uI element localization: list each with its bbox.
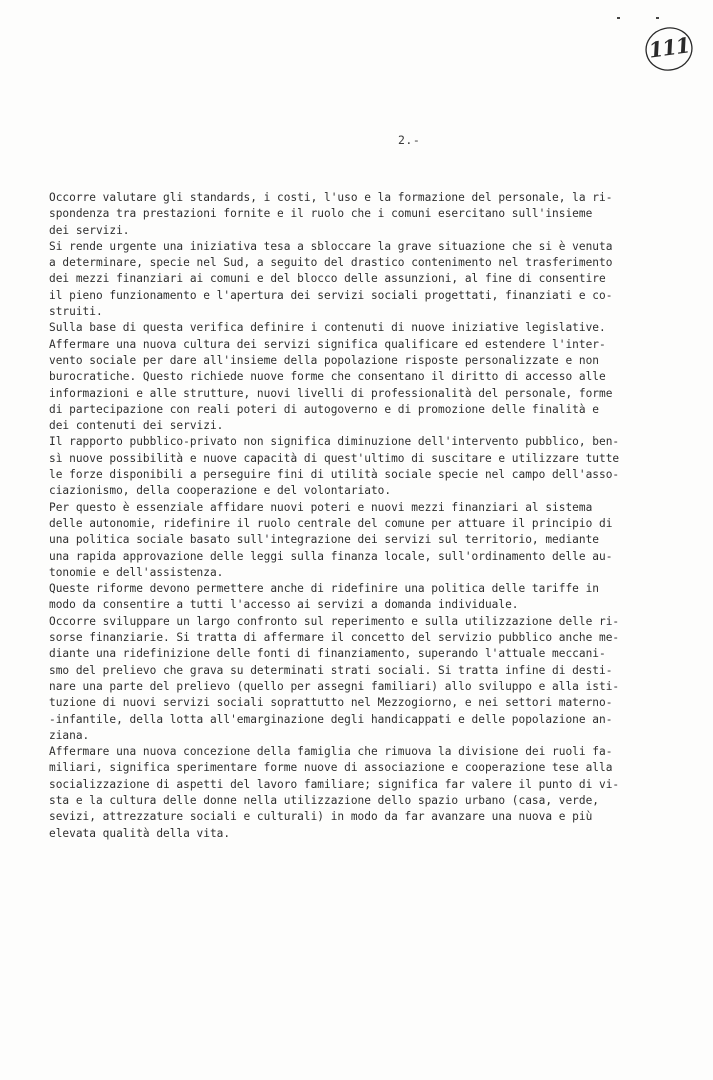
text-line: Affermare una nuova concezione della famiglia che rimuova la divisione dei ruoli fa-	[49, 745, 613, 759]
text-line: a determinare, specie nel Sud, a seguito del drastico contenimento nel trasferimento	[49, 256, 613, 270]
text-line: Occorre valutare gli standards, i costi, l'uso e la formazione del personale, la ri-	[49, 191, 613, 204]
text-line: spondenza tra prestazioni fornite e il ruolo che i comuni esercitano sull'insieme	[49, 207, 593, 221]
text-line: socializzazione di aspetti del lavoro familiare; significa far valere il punto di vi-	[49, 777, 620, 791]
page-number: 2.-	[398, 133, 421, 147]
text-line: nare una parte del prelievo (quello per assegni familiari) allo sviluppo e alla isti-	[49, 679, 620, 693]
text-line: Queste riforme devono permettere anche di ridefinire una politica delle tariffe in	[49, 582, 599, 596]
text-line: dei mezzi finanziari ai comuni e del blocco delle assunzioni, al fine di consentire	[49, 272, 606, 286]
text-line: ziana.	[49, 728, 90, 742]
text-line: burocratiche. Questo richiede nuove forme che consentano il diritto di accesso alle	[49, 370, 606, 384]
text-line: dei contenuti dei servizi.	[49, 419, 224, 433]
text-line: una rapida approvazione delle leggi sulla finanza locale, sull'ordinamento delle au-	[49, 549, 613, 563]
text-line: il pieno funzionamento e l'apertura dei servizi sociali progettati, finanziati e co-	[49, 288, 613, 302]
text-line: le forze disponibili a perseguire fini di utilità sociale specie nel campo dell'asso-	[49, 468, 620, 482]
text-line: Si rende urgente una iniziativa tesa a sbloccare la grave situazione che si è venuta	[49, 239, 613, 253]
text-line: miliari, significa sperimentare forme nuove di associazione e cooperazione tese alla	[49, 761, 613, 775]
text-line: Per questo è essenziale affidare nuovi poteri e nuovi mezzi finanziari al sistema	[49, 500, 593, 514]
text-line: di partecipazione con reali poteri di autogoverno e di promozione delle finalità e	[49, 402, 599, 416]
text-line: ciazionismo, della cooperazione e del volontariato.	[49, 484, 392, 498]
text-line: una politica sociale basato sull'integrazione dei servizi sul territorio, mediante	[49, 533, 599, 547]
text-line: elevata qualità della vita.	[49, 826, 231, 840]
text-line: struiti.	[49, 305, 103, 319]
text-line: Occorre sviluppare un largo confronto sul reperimento e sulla utilizzazione delle ri-	[49, 614, 620, 628]
stamp-number: 111	[647, 32, 691, 63]
text-line: dei servizi.	[49, 223, 130, 237]
text-line: informazioni e alle strutture, nuovi livelli di professionalità del personale, forme	[49, 386, 613, 400]
margin-mark	[617, 17, 620, 19]
text-line: sta e la cultura delle donne nella utilizzazione dello spazio urbano (casa, verde,	[49, 793, 599, 807]
text-line: Il rapporto pubblico-privato non significa diminuzione dell'intervento pubblico, ben-	[49, 435, 620, 449]
text-line: Sulla base di questa verifica definire i contenuti di nuove iniziative legislative.	[49, 321, 606, 335]
archive-stamp	[644, 26, 694, 72]
text-line: tonomie e dell'assistenza.	[49, 565, 224, 579]
margin-mark	[656, 17, 659, 19]
text-line: tuzione di nuovi servizi sociali soprattutto nel Mezzogiorno, e nei settori materno-	[49, 696, 613, 710]
text-line: -infantile, della lotta all'emarginazione degli handicappati e delle popolazione an-	[49, 712, 613, 726]
text-line: Affermare una nuova cultura dei servizi significa qualificare ed estendere l'inter-	[49, 337, 606, 351]
text-line: sevizi, attrezzature sociali e culturali) in modo da far avanzare una nuova e più	[49, 810, 593, 824]
body-text	[49, 190, 669, 842]
text-line: smo del prelievo che grava su determinati strati sociali. Si tratta infine di desti-	[49, 663, 613, 677]
text-line: delle autonomie, ridefinire il ruolo centrale del comune per attuare il principio di	[49, 516, 613, 530]
text-line: sì nuove possibilità e nuove capacità di quest'ultimo di suscitare e utilizzare tutte	[49, 451, 620, 465]
text-line: modo da consentire a tutti l'accesso ai servizi a domanda individuale.	[49, 598, 519, 612]
text-line: vento sociale per dare all'insieme della popolazione risposte personalizzate e non	[49, 353, 599, 367]
text-line: sorse finanziarie. Si tratta di affermare il concetto del servizio pubblico anche me-	[49, 631, 620, 645]
text-line: diante una ridefinizione delle fonti di finanziamento, superando l'attuale meccani-	[49, 647, 606, 661]
